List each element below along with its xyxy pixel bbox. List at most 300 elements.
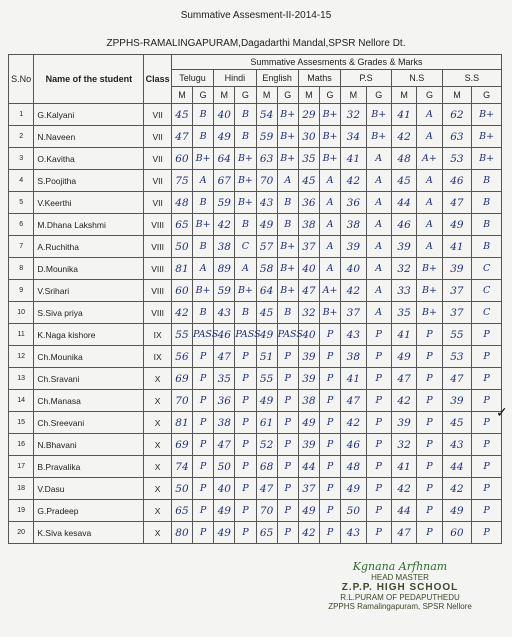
mark-cell: 43: [214, 302, 235, 324]
grade-cell: B+: [193, 280, 214, 302]
grade-cell: B+: [193, 214, 214, 236]
grade-cell: B: [235, 126, 256, 148]
grade-cell: B+: [277, 280, 298, 302]
mark-cell: 68: [256, 456, 277, 478]
mark-cell: 48: [391, 148, 416, 170]
mark-header: M: [298, 87, 319, 104]
grade-cell: P: [277, 390, 298, 412]
mark-cell: 49: [256, 214, 277, 236]
mark-cell: 40: [298, 324, 319, 346]
signature: Kgnana Arfhnam: [352, 560, 448, 573]
grade-cell: P: [417, 346, 442, 368]
table-row: [9, 192, 502, 214]
student-name: K.Naga kishore: [34, 324, 144, 346]
mark-cell: 39: [442, 390, 472, 412]
table-row: [9, 346, 502, 368]
mark-cell: 49: [298, 500, 319, 522]
mark-cell: 37: [341, 302, 366, 324]
grade-cell: A: [366, 214, 391, 236]
row-sno: 8: [9, 258, 34, 280]
grade-cell: A: [319, 192, 340, 214]
subject-header: Hindi: [214, 70, 256, 87]
student-name: G.Kalyani: [34, 104, 144, 126]
grade-cell: A: [366, 192, 391, 214]
grade-cell: P: [319, 412, 340, 434]
mark-cell: 40: [214, 104, 235, 126]
grade-cell: P: [472, 390, 502, 412]
student-name: Ch.Manasa: [34, 390, 144, 412]
student-name: B.Pravalika: [34, 456, 144, 478]
mark-cell: 43: [442, 434, 472, 456]
mark-cell: 37: [298, 236, 319, 258]
grade-cell: P: [417, 478, 442, 500]
grade-cell: P: [417, 324, 442, 346]
student-name: O.Kavitha: [34, 148, 144, 170]
student-name: M.Dhana Lakshmi: [34, 214, 144, 236]
mark-cell: 54: [256, 104, 277, 126]
grade-cell: B+: [193, 148, 214, 170]
table-row: [9, 368, 502, 390]
student-name: Ch.Mounika: [34, 346, 144, 368]
grade-cell: C: [472, 258, 502, 280]
grade-cell: B: [472, 214, 502, 236]
mark-cell: 74: [171, 456, 192, 478]
mark-cell: 37: [442, 302, 472, 324]
grade-cell: PASS: [277, 324, 298, 346]
grade-cell: B: [277, 192, 298, 214]
mark-cell: 42: [391, 126, 416, 148]
stamp-line-3: R.L.PURAM OF PEDAPUTHEDU: [340, 593, 460, 602]
grade-cell: P: [417, 522, 442, 544]
mark-cell: 64: [214, 148, 235, 170]
student-name: Ch.Sreevani: [34, 412, 144, 434]
grade-cell: A: [417, 214, 442, 236]
mark-cell: 55: [442, 324, 472, 346]
mark-cell: 32: [298, 302, 319, 324]
grade-cell: P: [366, 412, 391, 434]
student-name: V.Dasu: [34, 478, 144, 500]
col-group: Summative Assesments & Grades & Marks: [171, 55, 501, 70]
grade-cell: A+: [319, 280, 340, 302]
student-class: VII: [144, 170, 172, 192]
mark-cell: 44: [298, 456, 319, 478]
mark-cell: 40: [298, 258, 319, 280]
grade-cell: A: [417, 192, 442, 214]
student-class: X: [144, 478, 172, 500]
mark-cell: 43: [341, 324, 366, 346]
stamp-line-1: HEAD MASTER: [371, 573, 429, 582]
mark-cell: 49: [214, 522, 235, 544]
mark-cell: 35: [298, 148, 319, 170]
grade-cell: B+: [235, 148, 256, 170]
student-name: V.Keerthi: [34, 192, 144, 214]
mark-cell: 36: [214, 390, 235, 412]
subject-header: P.S: [341, 70, 392, 87]
mark-cell: 59: [214, 192, 235, 214]
mark-cell: 39: [298, 346, 319, 368]
student-name: V.Srihari: [34, 280, 144, 302]
mark-cell: 53: [442, 148, 472, 170]
mark-cell: 42: [391, 390, 416, 412]
mark-cell: 70: [256, 170, 277, 192]
table-row: [9, 434, 502, 456]
grade-cell: B+: [235, 280, 256, 302]
mark-cell: 42: [341, 170, 366, 192]
student-class: VII: [144, 148, 172, 170]
mark-cell: 41: [442, 236, 472, 258]
grade-cell: PASS: [193, 324, 214, 346]
headmaster-stamp: [300, 560, 500, 611]
grade-cell: B+: [417, 280, 442, 302]
student-class: X: [144, 412, 172, 434]
grade-cell: P: [193, 368, 214, 390]
grade-cell: A: [366, 280, 391, 302]
mark-cell: 49: [391, 346, 416, 368]
table-row: [9, 302, 502, 324]
grade-header: G: [277, 87, 298, 104]
grade-cell: P: [319, 346, 340, 368]
mark-cell: 42: [341, 280, 366, 302]
student-name: N.Bhavani: [34, 434, 144, 456]
grade-cell: A: [193, 258, 214, 280]
grade-cell: P: [193, 522, 214, 544]
table-row: [9, 236, 502, 258]
mark-cell: 46: [341, 434, 366, 456]
mark-cell: 50: [171, 236, 192, 258]
row-sno: 17: [9, 456, 34, 478]
mark-cell: 64: [256, 280, 277, 302]
mark-cell: 46: [391, 214, 416, 236]
grade-cell: P: [472, 434, 502, 456]
mark-cell: 59: [214, 280, 235, 302]
mark-cell: 42: [341, 412, 366, 434]
student-class: VII: [144, 192, 172, 214]
mark-cell: 32: [341, 104, 366, 126]
row-sno: 13: [9, 368, 34, 390]
mark-cell: 37: [442, 280, 472, 302]
marks-table: [8, 54, 502, 544]
mark-cell: 29: [298, 104, 319, 126]
mark-cell: 49: [298, 412, 319, 434]
grade-cell: P: [472, 324, 502, 346]
grade-cell: P: [472, 412, 502, 434]
row-sno: 7: [9, 236, 34, 258]
subject-header: English: [256, 70, 298, 87]
mark-cell: 47: [391, 368, 416, 390]
grade-header: G: [319, 87, 340, 104]
document-title: Summative Assesment-II-2014-15: [180, 10, 332, 21]
mark-header: M: [391, 87, 416, 104]
grade-cell: P: [319, 368, 340, 390]
student-class: VIII: [144, 280, 172, 302]
mark-header: M: [442, 87, 472, 104]
table-row: [9, 148, 502, 170]
grade-header: G: [193, 87, 214, 104]
grade-cell: P: [193, 478, 214, 500]
mark-cell: 41: [391, 104, 416, 126]
mark-cell: 38: [214, 412, 235, 434]
mark-cell: 38: [214, 236, 235, 258]
grade-cell: P: [417, 456, 442, 478]
grade-cell: A: [366, 236, 391, 258]
col-sno: S.No: [9, 55, 34, 104]
grade-cell: P: [366, 478, 391, 500]
grade-cell: P: [366, 390, 391, 412]
table-row: [9, 456, 502, 478]
student-class: VIII: [144, 236, 172, 258]
grade-cell: B: [277, 302, 298, 324]
table-row: [9, 258, 502, 280]
grade-cell: A: [319, 258, 340, 280]
grade-cell: B+: [235, 170, 256, 192]
mark-cell: 32: [391, 258, 416, 280]
mark-cell: 44: [442, 456, 472, 478]
mark-cell: 65: [171, 500, 192, 522]
row-sno: 15: [9, 412, 34, 434]
mark-cell: 38: [298, 214, 319, 236]
grade-cell: B: [193, 236, 214, 258]
mark-cell: 39: [341, 236, 366, 258]
grade-cell: P: [472, 500, 502, 522]
grade-cell: B+: [366, 104, 391, 126]
row-sno: 14: [9, 390, 34, 412]
mark-cell: 47: [214, 434, 235, 456]
grade-cell: P: [319, 390, 340, 412]
student-name: S.Siva priya: [34, 302, 144, 324]
grade-cell: P: [319, 434, 340, 456]
grade-cell: P: [366, 434, 391, 456]
grade-cell: P: [472, 368, 502, 390]
mark-cell: 43: [341, 522, 366, 544]
grade-cell: P: [472, 522, 502, 544]
grade-cell: P: [235, 478, 256, 500]
grade-cell: B+: [472, 104, 502, 126]
table-row: [9, 170, 502, 192]
grade-cell: A: [417, 170, 442, 192]
grade-cell: P: [277, 478, 298, 500]
mark-cell: 60: [171, 148, 192, 170]
row-sno: 16: [9, 434, 34, 456]
grade-cell: P: [235, 522, 256, 544]
mark-cell: 37: [298, 478, 319, 500]
grade-header: G: [366, 87, 391, 104]
grade-cell: A: [366, 148, 391, 170]
subject-header: Telugu: [171, 70, 213, 87]
row-sno: 20: [9, 522, 34, 544]
mark-cell: 50: [341, 500, 366, 522]
grade-cell: P: [417, 368, 442, 390]
student-class: IX: [144, 324, 172, 346]
table-row: [9, 214, 502, 236]
grade-cell: P: [235, 390, 256, 412]
mark-cell: 56: [171, 346, 192, 368]
mark-cell: 30: [298, 126, 319, 148]
grade-cell: P: [366, 456, 391, 478]
grade-cell: P: [235, 346, 256, 368]
col-class: Class: [144, 55, 172, 104]
subject-header: S.S: [442, 70, 501, 87]
mark-cell: 57: [256, 236, 277, 258]
student-class: VIII: [144, 214, 172, 236]
mark-cell: 50: [171, 478, 192, 500]
table-row: [9, 478, 502, 500]
row-sno: 12: [9, 346, 34, 368]
grade-cell: B+: [417, 302, 442, 324]
grade-cell: P: [366, 368, 391, 390]
student-class: VII: [144, 126, 172, 148]
mark-cell: 33: [391, 280, 416, 302]
row-sno: 10: [9, 302, 34, 324]
mark-cell: 47: [298, 280, 319, 302]
grade-cell: P: [193, 346, 214, 368]
mark-cell: 55: [256, 368, 277, 390]
mark-cell: 81: [171, 258, 192, 280]
grade-cell: B: [193, 192, 214, 214]
grade-cell: B+: [277, 126, 298, 148]
mark-cell: 70: [256, 500, 277, 522]
grade-cell: A: [319, 170, 340, 192]
mark-cell: 62: [442, 104, 472, 126]
grade-cell: A: [417, 104, 442, 126]
table-row: [9, 390, 502, 412]
mark-cell: 39: [298, 368, 319, 390]
grade-cell: B+: [235, 192, 256, 214]
mark-cell: 69: [171, 434, 192, 456]
table-row: [9, 280, 502, 302]
mark-cell: 47: [214, 346, 235, 368]
grade-cell: P: [319, 324, 340, 346]
mark-cell: 48: [341, 456, 366, 478]
grade-cell: B: [277, 214, 298, 236]
row-sno: 2: [9, 126, 34, 148]
student-class: X: [144, 368, 172, 390]
grade-cell: P: [277, 368, 298, 390]
grade-cell: P: [235, 500, 256, 522]
student-class: VIII: [144, 302, 172, 324]
grade-cell: P: [417, 500, 442, 522]
grade-cell: B: [193, 302, 214, 324]
table-row: [9, 412, 502, 434]
mark-cell: 60: [442, 522, 472, 544]
table-row: [9, 126, 502, 148]
mark-cell: 42: [171, 302, 192, 324]
mark-cell: 42: [214, 214, 235, 236]
mark-cell: 44: [391, 192, 416, 214]
grade-cell: B+: [366, 126, 391, 148]
grade-cell: B: [472, 170, 502, 192]
mark-cell: 43: [256, 192, 277, 214]
grade-cell: P: [472, 346, 502, 368]
student-name: A.Ruchitha: [34, 236, 144, 258]
mark-cell: 55: [171, 324, 192, 346]
mark-cell: 63: [256, 148, 277, 170]
grade-cell: A: [319, 236, 340, 258]
student-class: X: [144, 390, 172, 412]
mark-cell: 44: [391, 500, 416, 522]
grade-cell: P: [366, 522, 391, 544]
mark-cell: 36: [298, 192, 319, 214]
student-class: X: [144, 500, 172, 522]
grade-cell: B+: [277, 148, 298, 170]
mark-cell: 46: [214, 324, 235, 346]
row-sno: 3: [9, 148, 34, 170]
grade-cell: P: [193, 456, 214, 478]
mark-header: M: [171, 87, 192, 104]
student-class: X: [144, 456, 172, 478]
mark-cell: 58: [256, 258, 277, 280]
grade-cell: P: [235, 368, 256, 390]
grade-cell: B: [235, 104, 256, 126]
grade-cell: B+: [277, 258, 298, 280]
grade-cell: A: [277, 170, 298, 192]
mark-cell: 49: [256, 324, 277, 346]
grade-cell: A: [366, 302, 391, 324]
grade-cell: P: [193, 500, 214, 522]
grade-cell: P: [277, 500, 298, 522]
mark-cell: 36: [341, 192, 366, 214]
grade-cell: A: [193, 170, 214, 192]
grade-cell: P: [319, 478, 340, 500]
student-name: N.Naveen: [34, 126, 144, 148]
grade-cell: P: [366, 346, 391, 368]
mark-cell: 40: [341, 258, 366, 280]
mark-cell: 49: [442, 500, 472, 522]
grade-cell: A+: [417, 148, 442, 170]
grade-cell: P: [319, 500, 340, 522]
table-row: [9, 500, 502, 522]
mark-cell: 34: [341, 126, 366, 148]
mark-cell: 52: [256, 434, 277, 456]
student-class: IX: [144, 346, 172, 368]
mark-cell: 49: [341, 478, 366, 500]
mark-cell: 47: [171, 126, 192, 148]
grade-cell: B: [193, 104, 214, 126]
mark-cell: 47: [341, 390, 366, 412]
row-sno: 5: [9, 192, 34, 214]
grade-cell: A: [235, 258, 256, 280]
mark-cell: 89: [214, 258, 235, 280]
check-mark-icon: ✓: [496, 404, 508, 420]
grade-cell: P: [235, 434, 256, 456]
mark-cell: 75: [171, 170, 192, 192]
row-sno: 18: [9, 478, 34, 500]
mark-cell: 39: [298, 434, 319, 456]
mark-cell: 63: [442, 126, 472, 148]
mark-cell: 38: [341, 346, 366, 368]
mark-cell: 65: [171, 214, 192, 236]
grade-header: G: [235, 87, 256, 104]
mark-cell: 45: [391, 170, 416, 192]
mark-cell: 60: [171, 280, 192, 302]
student-name: K.Siva kesava: [34, 522, 144, 544]
mark-cell: 61: [256, 412, 277, 434]
row-sno: 9: [9, 280, 34, 302]
grade-cell: P: [277, 522, 298, 544]
mark-cell: 49: [442, 214, 472, 236]
mark-cell: 69: [171, 368, 192, 390]
grade-cell: A: [366, 258, 391, 280]
mark-header: M: [214, 87, 235, 104]
grade-cell: P: [277, 412, 298, 434]
grade-cell: A: [417, 236, 442, 258]
grade-cell: P: [417, 390, 442, 412]
mark-cell: 81: [171, 412, 192, 434]
grade-header: G: [417, 87, 442, 104]
mark-cell: 35: [391, 302, 416, 324]
student-name: G.Pradeep: [34, 500, 144, 522]
mark-cell: 70: [171, 390, 192, 412]
grade-cell: B+: [417, 258, 442, 280]
